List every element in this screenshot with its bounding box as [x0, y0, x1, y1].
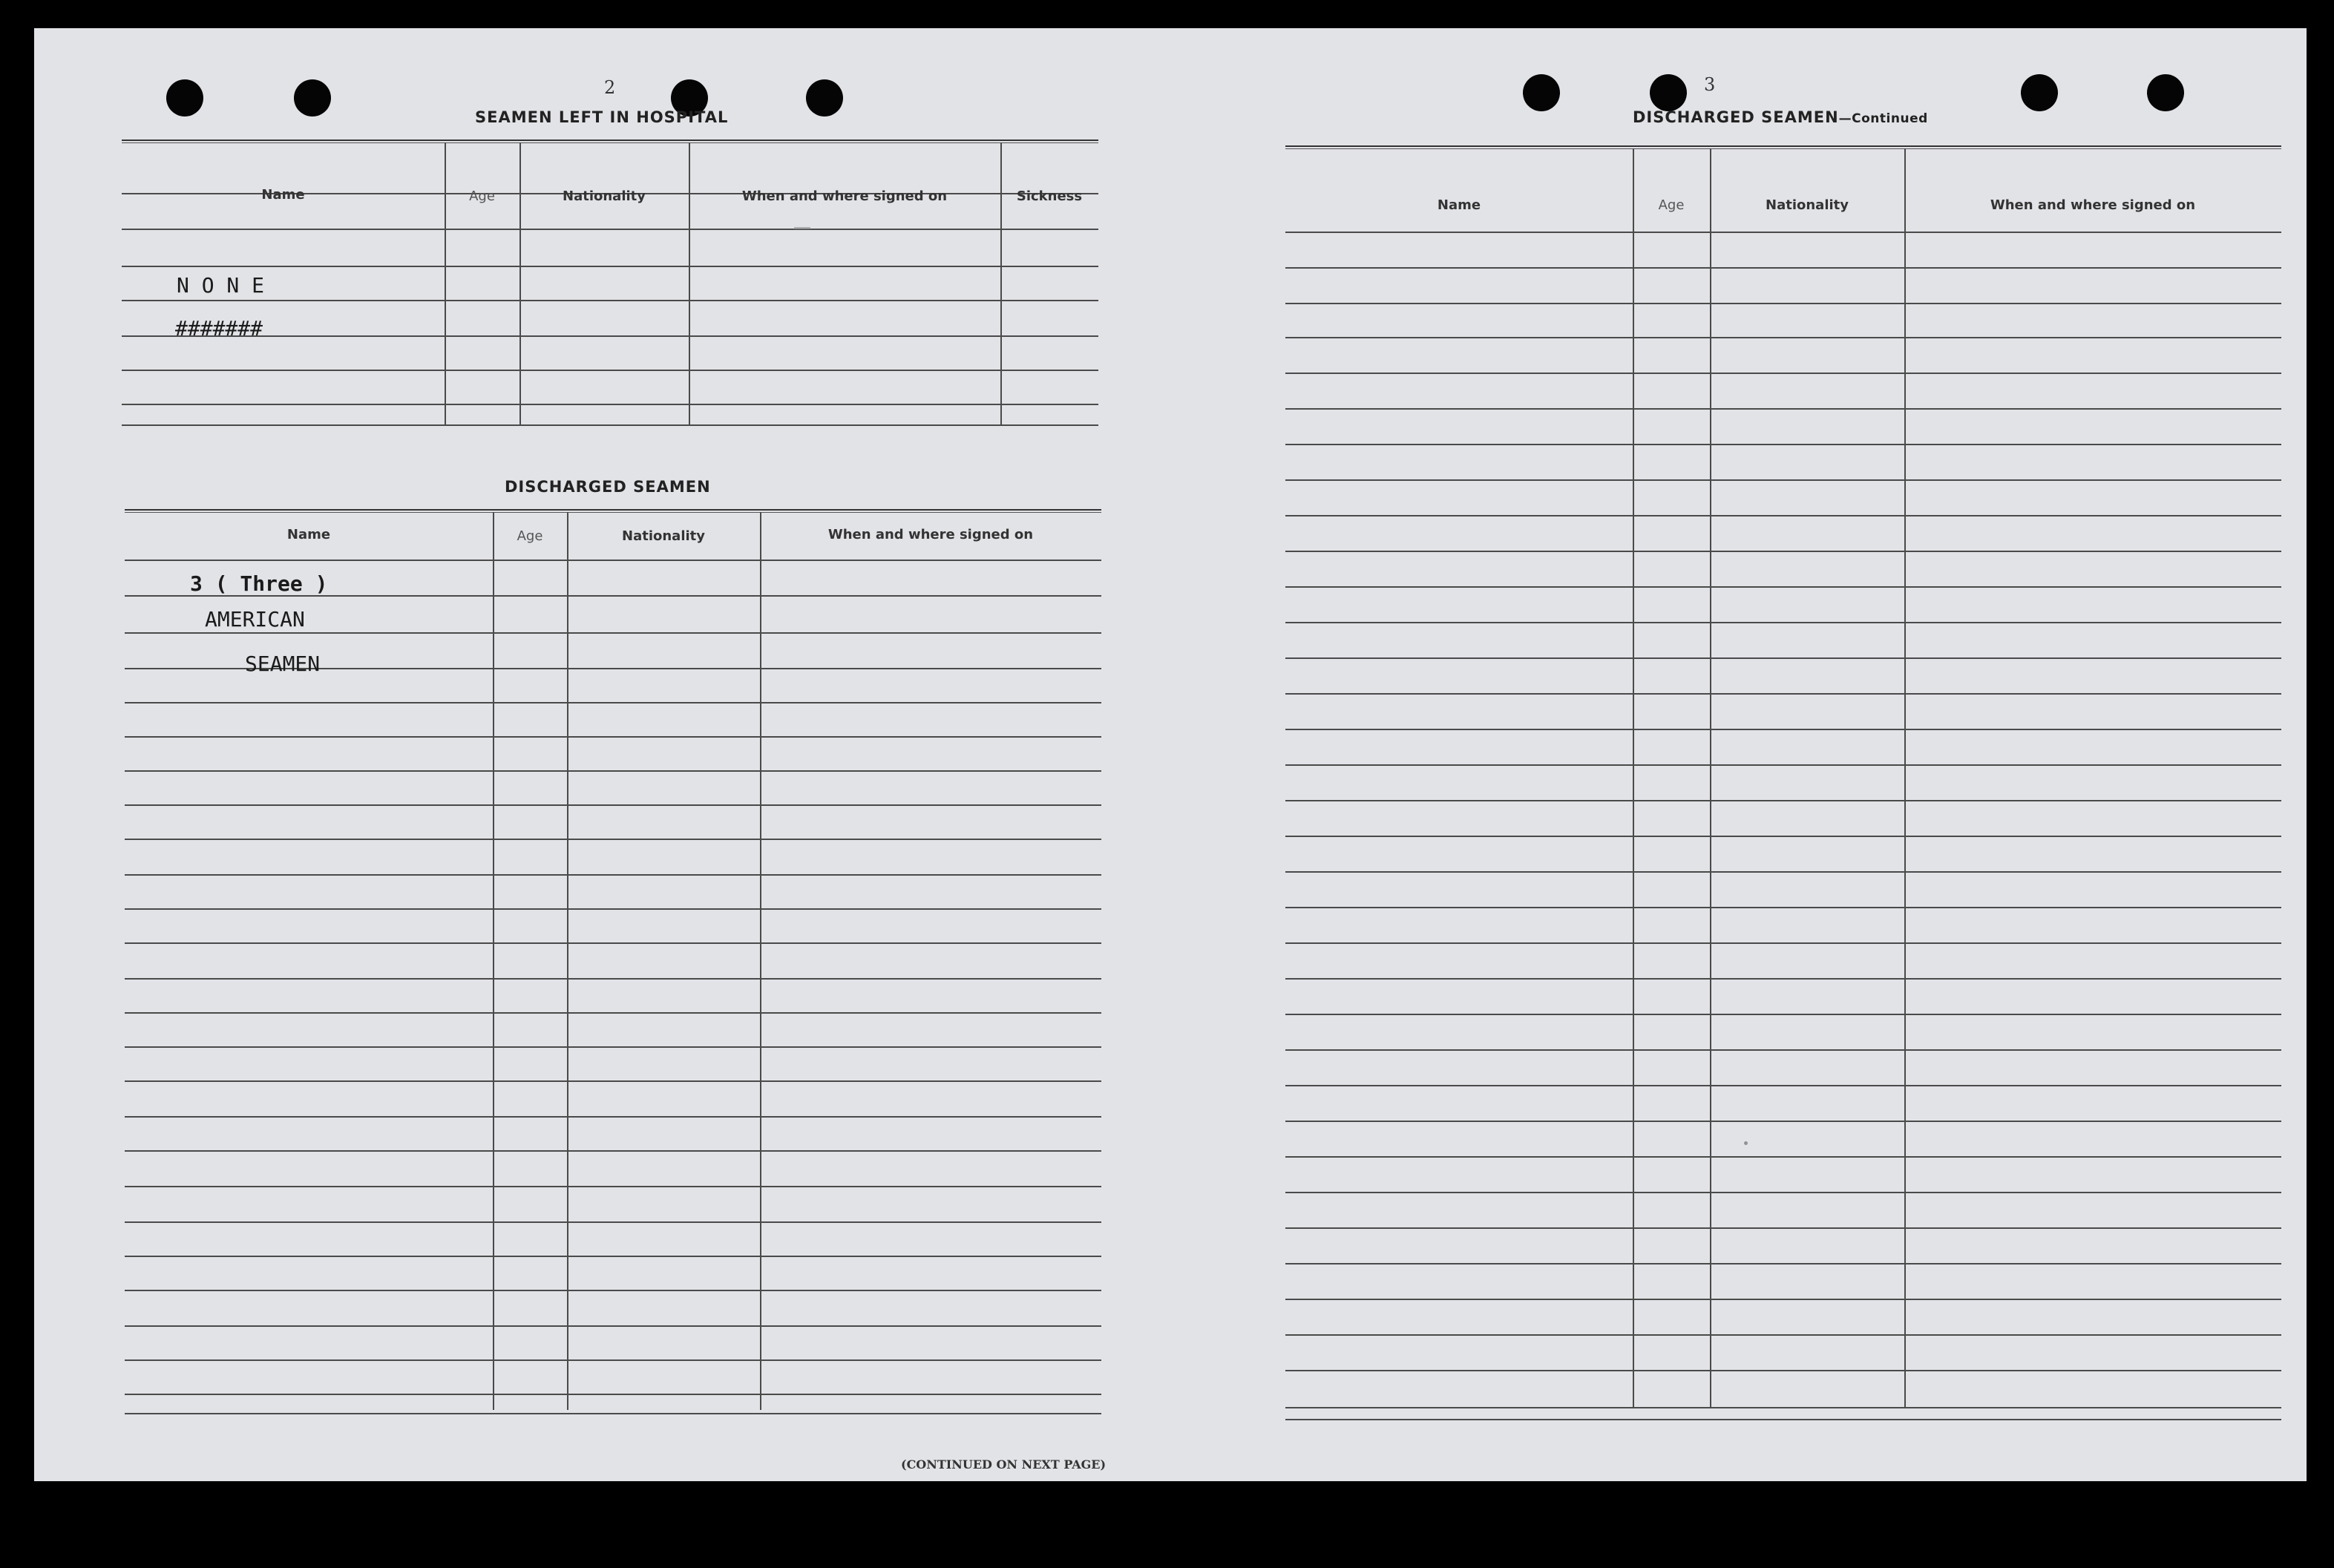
continued-note: (CONTINUED ON NEXT PAGE) — [901, 1457, 1107, 1472]
punch-hole — [1523, 74, 1560, 111]
typed-entry-nationality: AMERICAN — [205, 607, 305, 632]
punch-hole — [2021, 74, 2058, 111]
punch-hole — [2147, 74, 2184, 111]
column-header-nationality: Nationality — [622, 528, 705, 544]
ink-mark — [794, 227, 810, 229]
ink-dot — [1744, 1141, 1748, 1145]
title-suffix: —Continued — [1838, 111, 1928, 126]
page-number: 3 — [1704, 74, 1716, 95]
column-header-name: Name — [286, 527, 331, 542]
document-sheet — [34, 28, 2307, 1481]
punch-hole — [1650, 74, 1687, 111]
typed-entry-none: N O N E — [177, 273, 265, 298]
column-header-nationality: Nationality — [563, 188, 646, 204]
column-header-name: Name — [261, 187, 305, 203]
column-header-when-where: When and where signed on — [827, 527, 1034, 542]
typed-entry-count: 3 ( Three ) — [190, 571, 328, 596]
typed-entry-seamen: SEAMEN — [245, 652, 321, 676]
column-header-nationality: Nationality — [1766, 197, 1849, 213]
right-page — [1177, 28, 2307, 1481]
hospital-ledger — [122, 140, 1098, 430]
title-main: DISCHARGED SEAMEN — [1633, 108, 1839, 126]
punch-hole — [294, 79, 331, 117]
column-header-when-where: When and where signed on — [1990, 197, 2196, 213]
column-header-age: Age — [517, 528, 543, 544]
column-header-sickness: Sickness — [1016, 188, 1083, 204]
page-number: 2 — [604, 77, 616, 98]
typed-entry-strikeout: ####### — [175, 316, 263, 341]
punch-hole — [806, 79, 843, 117]
hospital-section-title: SEAMEN LEFT IN HOSPITAL — [475, 108, 729, 126]
discharged-continued-title — [1633, 108, 1928, 126]
column-header-age: Age — [469, 188, 495, 204]
left-page — [34, 28, 1177, 1481]
punch-hole — [166, 79, 203, 117]
column-header-name: Name — [1437, 197, 1481, 213]
discharged-section-title: DISCHARGED SEAMEN — [505, 478, 711, 496]
column-header-age: Age — [1658, 197, 1685, 213]
discharged-continued-ledger — [1285, 145, 2281, 1450]
column-header-when-where: When and where signed on — [741, 188, 948, 204]
